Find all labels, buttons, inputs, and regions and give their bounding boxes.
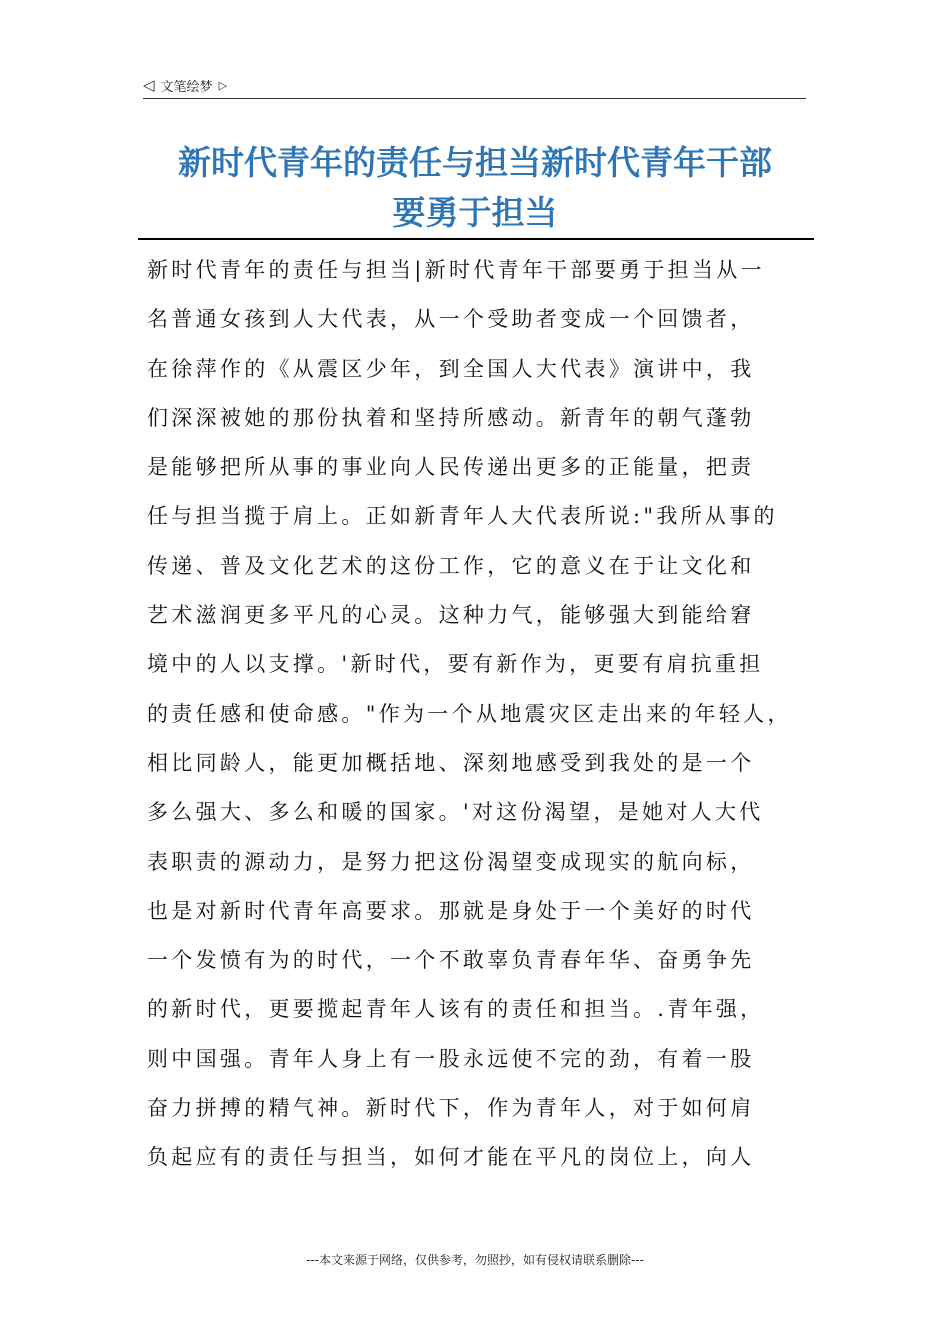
- body-line: 一个发愤有为的时代，一个不敢辜负青春年华、奋勇争先: [147, 948, 755, 973]
- body-line: 奋力拼搏的精气神。新时代下，作为青年人，对于如何肩: [147, 1096, 755, 1121]
- body-line: 则中国强。青年人身上有一股永远使不完的劲，有着一股: [147, 1046, 755, 1071]
- body-line: 的责任感和使命感。"作为一个从地震灾区走出来的年轻人，: [147, 701, 792, 726]
- body-line: 们深深被她的那份执着和坚持所感动。新青年的朝气蓬勃: [147, 405, 755, 430]
- title-divider: [138, 238, 814, 240]
- body-line: 是能够把所从事的事业向人民传递出更多的正能量，把责: [147, 455, 755, 480]
- body-line: 负起应有的责任与担当，如何才能在平凡的岗位上，向人: [147, 1145, 755, 1170]
- brand-name: 文笔绘梦: [160, 79, 213, 95]
- body-line: 在徐萍作的《从震区少年，到全国人大代表》演讲中，我: [147, 356, 755, 381]
- footer-disclaimer: ---本文来源于网络，仅供参考，勿照抄，如有侵权请联系删除---: [306, 1253, 644, 1267]
- header-divider: [143, 98, 806, 99]
- page-header: [143, 72, 806, 98]
- triangle-right-icon: ▷: [218, 78, 228, 92]
- title-line-1: 新时代青年的责任与担当新时代青年干部: [178, 143, 772, 182]
- body-text: [147, 246, 817, 1183]
- body-line: 任与担当揽于肩上。正如新青年人大代表所说:"我所从事的: [147, 504, 778, 529]
- body-line: 境中的人以支撑。'新时代，要有新作为，更要有肩抗重担: [147, 652, 764, 677]
- body-line: 艺术滋润更多平凡的心灵。这种力气，能够强大到能给窘: [147, 603, 755, 628]
- body-line: 相比同龄人，能更加概括地、深刻地感受到我处的是一个: [147, 750, 755, 775]
- body-line: 的新时代，更要揽起青年人该有的责任和担当。.青年强，: [147, 997, 765, 1022]
- body-line: 名普通女孩到人大代表，从一个受助者变成一个回馈者，: [147, 307, 755, 332]
- triangle-left-icon: ◁: [143, 75, 155, 94]
- body-line: 表职责的源动力，是努力把这份渴望变成现实的航向标，: [147, 849, 755, 874]
- document-title: [140, 138, 810, 238]
- body-line: 新时代青年的责任与担当|新时代青年干部要勇于担当从一: [147, 258, 765, 282]
- body-line: 也是对新时代青年高要求。那就是身处于一个美好的时代: [147, 898, 755, 923]
- body-line: 传递、普及文化艺术的这份工作，它的意义在于让文化和: [147, 553, 755, 578]
- body-line: 多么强大、多么和暖的国家。'对这份渴望，是她对人大代: [147, 800, 764, 825]
- title-line-2: 要勇于担当: [392, 193, 558, 232]
